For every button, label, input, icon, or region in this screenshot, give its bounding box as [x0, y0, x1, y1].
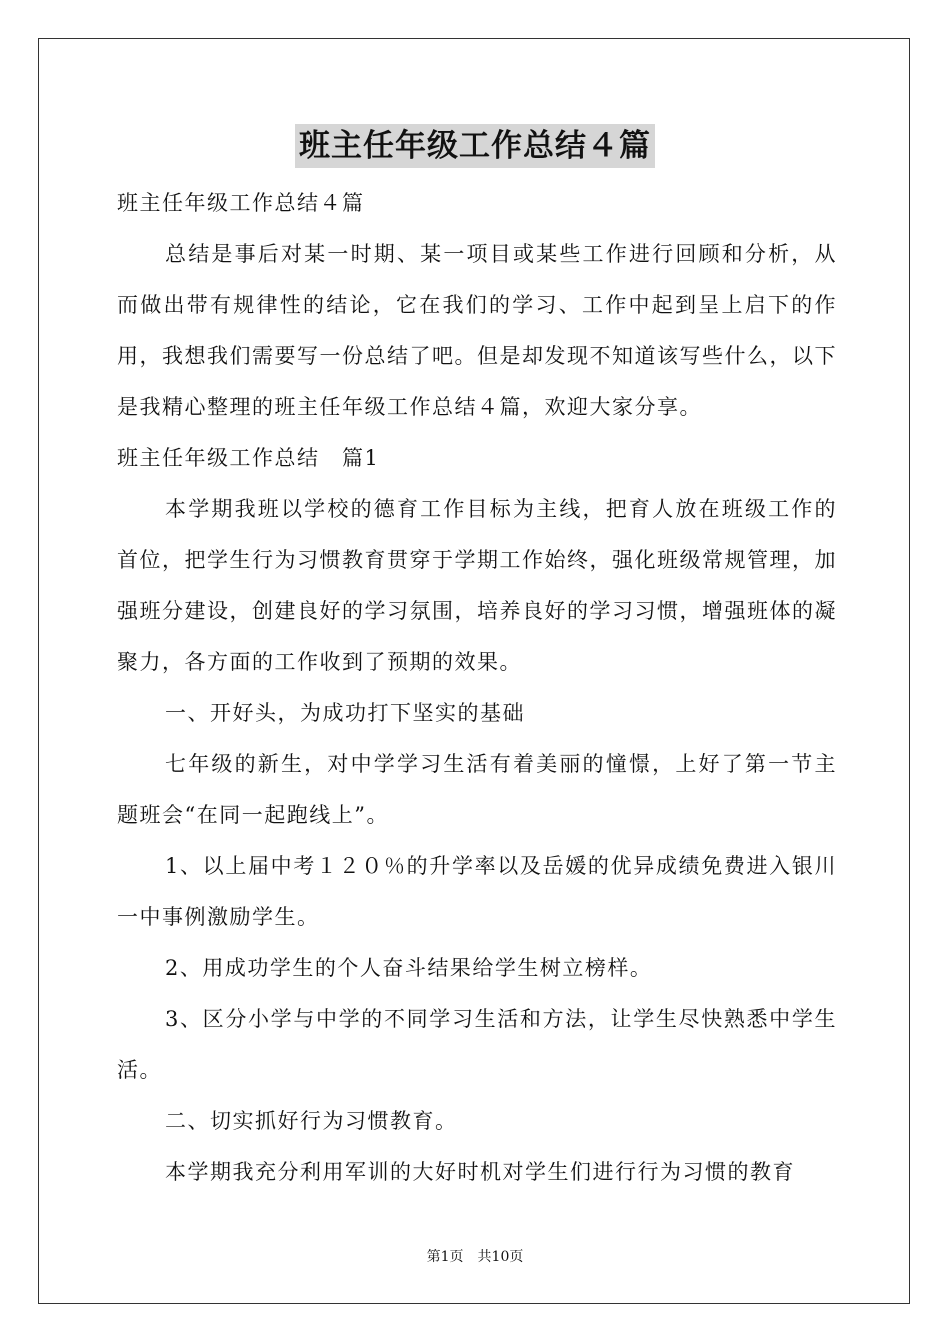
paragraph: 班主任年级工作总结４篇: [117, 191, 365, 215]
paragraph: 一、开好头，为成功打下坚实的基础: [165, 701, 525, 725]
section-heading: 班主任年级工作总结 篇1: [117, 446, 380, 470]
paragraph: 2、用成功学生的个人奋斗结果给学生树立榜样。: [165, 956, 653, 980]
paragraph: 本学期我充分利用军训的大好时机对学生们进行行为习惯的教育: [165, 1160, 795, 1184]
document-body: [117, 178, 837, 1198]
title-container: [0, 124, 950, 168]
paragraph: 七年级的新生，对中学学习生活有着美丽的憧憬，上好了第一节主题班会“在同一起跑线上”。: [117, 752, 837, 827]
page-footer: [0, 1246, 950, 1266]
paragraph: 二、切实抓好行为习惯教育。: [165, 1109, 458, 1133]
paragraph: 本学期我班以学校的德育工作目标为主线，把育人放在班级工作的首位，把学生行为习惯教育贯穿于学期工作始终，强化班级常规管理，加强班分建设，创建良好的学习氛围，培养良好的学习习惯，增强班体的凝聚力，各方面的工作收到了预期的效果。: [117, 497, 837, 674]
paragraph: 3、区分小学与中学的不同学习生活和方法，让学生尽快熟悉中学生活。: [117, 1007, 837, 1082]
page-number: 第1页 共10页: [426, 1249, 524, 1265]
paragraph: 1、以上届中考１２０％的升学率以及岳媛的优异成绩免费进入银川一中事例激励学生。: [117, 854, 837, 929]
paragraph: 总结是事后对某一时期、某一项目或某些工作进行回顾和分析，从而做出带有规律性的结论，它在我们的学习、工作中起到呈上启下的作用，我想我们需要写一份总结了吧。但是却发现不知道该写些什么，以下是我精心整理的班主任年级工作总结４篇，欢迎大家分享。: [117, 242, 837, 419]
document-title: 班主任年级工作总结４篇: [295, 124, 655, 168]
